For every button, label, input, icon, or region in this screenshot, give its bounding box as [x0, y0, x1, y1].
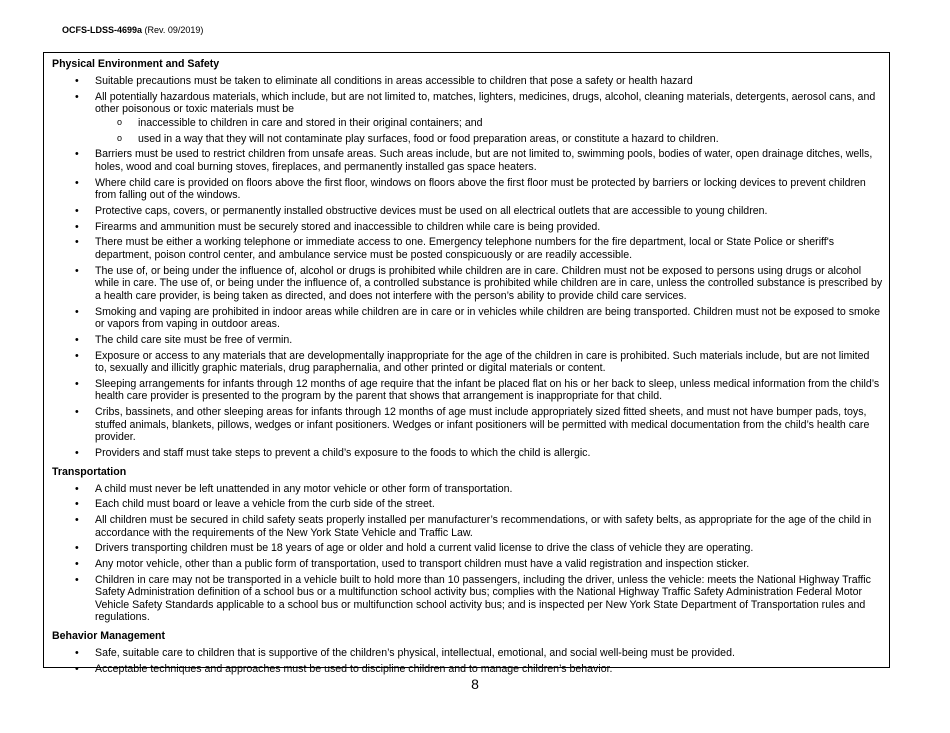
list-item-text: Cribs, bassinets, and other sleeping areas for infants through 12 months of age must include appropriately sized fitted sheets, and must not have bumper pads, toys, stuffed animals, blankets, pillows, wedges or infant positioners. Wedges or infant positioners will be permitted with medical documentation from the child’s health care provider.	[95, 406, 870, 444]
section-heading: Transportation	[52, 465, 127, 478]
sub-list-item: o inaccessible to children in care and stored in their original containers; and	[95, 117, 883, 130]
page-number: 8	[471, 676, 479, 692]
list-item	[52, 498, 883, 511]
list-item-text: Suitable precautions must be taken to eliminate all conditions in areas accessible to children that pose a safety or health hazard	[95, 75, 693, 87]
list-item	[52, 647, 883, 660]
form-identifier	[62, 25, 203, 35]
list-item	[52, 91, 883, 146]
list-item-text: Any motor vehicle, other than a public form of transportation, used to transport children must have a valid registration and inspection sticker.	[95, 557, 750, 570]
list-item	[52, 542, 883, 555]
list-item-text: Exposure or access to any materials that are developmentally inappropriate for the age of the children in care is prohibited. Such materials include, but are not limited to, sexually and illicitly graphic materials, drug paraphernalia, and other printed or digital materials or content.	[95, 349, 870, 375]
form-revision: (Rev. 09/2019)	[144, 25, 204, 35]
list-item-text: There must be either a working telephone or immediate access to one. Emergency telephone numbers for the fire department, local or State Police or sheriff's department, poison control center, and ambulance service must be posted conspicuously or are readily accessible.	[95, 236, 835, 261]
list-item	[52, 75, 883, 88]
list-item	[52, 558, 883, 571]
list-item	[52, 483, 883, 496]
list-item-text: The child care site must be free of vermin.	[95, 333, 293, 346]
list-item-text: Drivers transporting children must be 18 years of age or older and hold a current valid license to drive the class of vehicle they are operating.	[95, 542, 754, 555]
list-item	[52, 378, 883, 403]
requirements-box	[43, 52, 890, 675]
list-item	[52, 574, 883, 624]
list-item-text: Each child must board or leave a vehicle from the curb side of the street.	[95, 498, 435, 511]
list-item-text: Smoking and vaping are prohibited in indoor areas while children are in care or in vehicles while children are being transported. Children must not be exposed to smoke or vapors from vaping in outdoor areas.	[95, 305, 880, 331]
list-item	[52, 334, 883, 347]
list-item-text: The use of, or being under the influence of, alcohol or drugs is prohibited while children are in care. Children must not be exposed to persons using drugs or alcohol while in care. The use of, or being under the influence of, a controlled substance is prohibited while children are in care, unless the controlled substance is prescribed by a health care provider, is being taken as directed, and does not interfere with the person’s ability to provide child care services.	[95, 264, 883, 302]
list-item-text: A child must never be left unattended in any motor vehicle or other form of transportation.	[95, 482, 513, 495]
list-item-text: Barriers must be used to restrict children from unsafe areas. Such areas include, but are not limited to, swimming pools, bodies of water, open drainage ditches, wells, holes, wood and coal burning stoves, fireplaces, and permanently installed gas space heaters.	[95, 148, 873, 174]
list-item	[52, 221, 883, 234]
list-item-text: Acceptable techniques and approaches must be used to discipline children and to manage children’s behavior.	[95, 662, 613, 675]
section-list	[52, 75, 883, 460]
list-item-text: Where child care is provided on floors above the first floor, windows on floors above the first floor must be protected by barriers or locking devices to prevent children from falling out of the windows.	[95, 176, 866, 202]
list-item-text: All potentially hazardous materials, which include, but are not limited to, matches, lighters, medicines, drugs, alcohol, cleaning materials, detergents, aerosol cans, and other poisonous or toxic materials must be	[95, 90, 876, 116]
list-item-text: Providers and staff must take steps to prevent a child’s exposure to the foods to which the child is allergic.	[95, 446, 591, 459]
list-item	[52, 236, 883, 261]
list-item-text: Safe, suitable care to children that is supportive of the children’s physical, intellectual, emotional, and social well-being must be provided.	[95, 646, 735, 659]
sub-list	[95, 117, 883, 145]
list-item	[52, 265, 883, 303]
list-item	[52, 306, 883, 331]
list-item	[52, 447, 883, 460]
list-item	[52, 177, 883, 202]
section-list	[52, 647, 883, 675]
list-item-text: Children in care may not be transported in a vehicle built to hold more than 10 passengers, including the driver, unless the vehicle: meets the National Highway Traffic Safety Administration definition of a school bus or a multifunction school activity bus; complies with the National Highway Traffic Safety Administration Federal Motor Vehicle Safety Standards applicable to a school bus or multifunction school activity bus; and is inspected per New York State Department of Transportation rules and regulations.	[95, 573, 871, 624]
section-heading: Physical Environment and Safety	[52, 58, 220, 70]
list-item-text: All children must be secured in child safety seats properly installed per manufacturer’s recommendations, or with safety belts, as appropriate for the age of the child in accordance with the requirements of the New York State Vehicle and Traffic Law.	[95, 513, 872, 539]
sub-list-item: o used in a way that they will not contaminate play surfaces, food or food preparation areas, or constitute a hazard to children.	[95, 133, 883, 146]
list-item	[52, 663, 883, 676]
list-item	[52, 514, 883, 539]
list-item	[52, 406, 883, 444]
form-code: OCFS-LDSS-4699a	[62, 25, 143, 35]
list-item	[52, 205, 883, 218]
list-item	[52, 148, 883, 173]
section-heading: Behavior Management	[52, 629, 166, 642]
section-list	[52, 483, 883, 624]
list-item	[52, 350, 883, 375]
list-item-text: Protective caps, covers, or permanently installed obstructive devices must be used on all electrical outlets that are accessible to young children.	[95, 205, 768, 218]
list-item-text: Sleeping arrangements for infants through 12 months of age require that the infant be placed flat on his or her back to sleep, unless medical information from the child’s health care provider is presented to the program by the parent that shows that arrangement is inappropriate for that child.	[95, 377, 880, 403]
list-item-text: Firearms and ammunition must be securely stored and inaccessible to children while care is being provided.	[95, 220, 601, 233]
